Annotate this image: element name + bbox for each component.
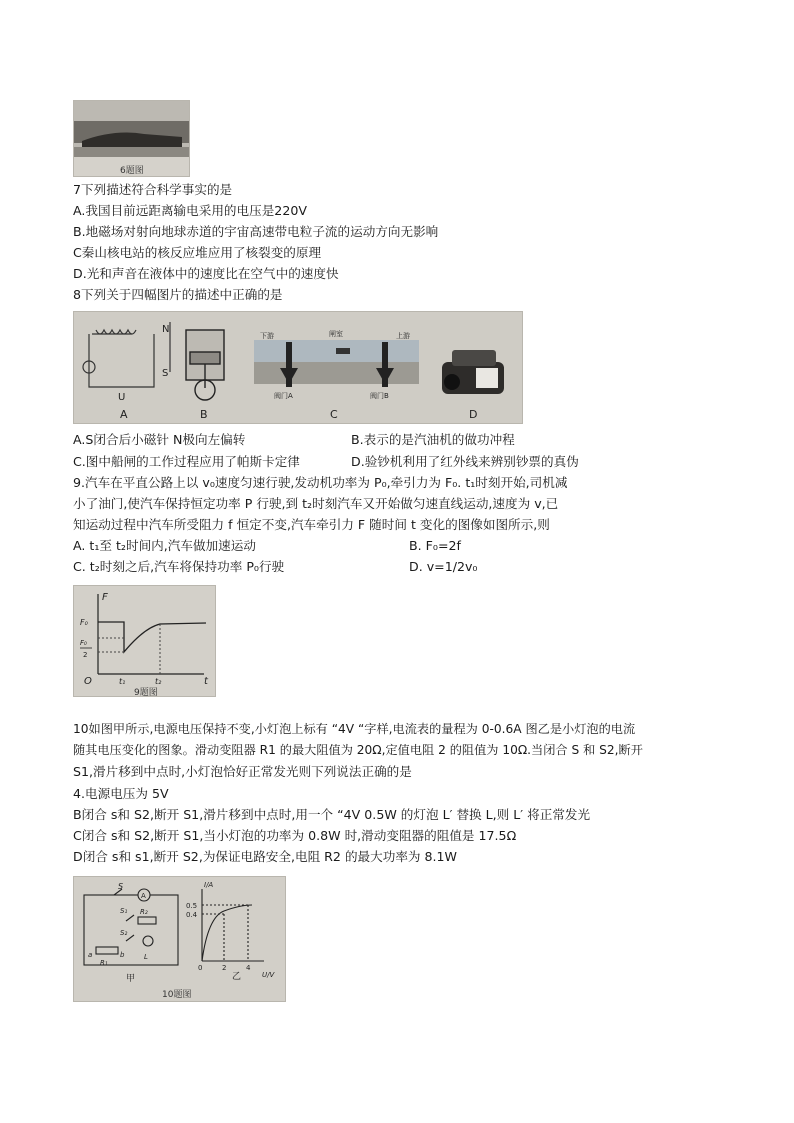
q8-option-b: B.表示的是汽油机的做功冲程 xyxy=(351,432,515,447)
graph9-half-den: 2 xyxy=(83,651,88,659)
fig8-n-label: N xyxy=(162,324,170,335)
fig8-c-label: C xyxy=(330,408,338,421)
iv-curve-graph xyxy=(202,889,264,961)
graph9-origin: O xyxy=(84,676,92,687)
q9-option-c: C. t₂时刻之后,汽车将保持功率 P₀行驶 xyxy=(73,559,285,574)
force-time-graph xyxy=(74,586,215,696)
figure-9-graph xyxy=(73,585,216,697)
ship-lock-icon xyxy=(254,340,419,387)
figure-10-drawing xyxy=(74,877,285,1001)
graph9-y-axis: F xyxy=(102,592,108,603)
fig10-r2: R₂ xyxy=(140,908,148,916)
fig8-u-label: U xyxy=(118,392,126,403)
figure-6-caption: 6题图 xyxy=(120,166,144,176)
q9-option-a: A. t₁至 t₂时间内,汽车做加速运动 xyxy=(73,538,256,553)
fig10-yi: 乙 xyxy=(232,972,242,982)
fig8-gate-b: 阀门B xyxy=(370,392,389,400)
q10-line-1: 10如图甲所示,电源电压保持不变,小灯泡上标有 “4V “字样,电流表的量程为 0-0.6A 图乙是小灯泡的电流 xyxy=(73,722,636,736)
q7-option-c: C秦山核电站的核反应堆应用了核裂变的原理 xyxy=(73,245,322,260)
figure-6-photo xyxy=(73,100,190,177)
fig8-upstream: 上游 xyxy=(396,332,410,340)
fig10-y04: 0.4 xyxy=(186,911,198,919)
fig10-x4: 4 xyxy=(246,964,251,972)
fig10-pb: b xyxy=(120,951,125,959)
fig10-ia: I/A xyxy=(204,881,214,889)
q9-option-b: B. F₀=2f xyxy=(409,538,461,553)
q10-option-d: D闭合 s和 s1,断开 S2,为保证电路安全,电阻 R2 的最大功率为 8.1W xyxy=(73,849,457,864)
figure-10-caption: 10题图 xyxy=(162,990,192,1000)
fig10-s: S xyxy=(118,882,124,891)
q8-option-a: A.S闭合后小磁针 N极向左偏转 xyxy=(73,432,246,447)
fig8-s-label: S xyxy=(162,368,169,379)
fig10-l: L xyxy=(144,953,148,961)
figure-8-drawing xyxy=(74,312,522,423)
fig10-jia: 甲 xyxy=(126,974,136,984)
fig10-s2: S₂ xyxy=(120,929,128,937)
graph9-t1: t₁ xyxy=(119,677,126,686)
q9-line-3: 知运动过程中汽车所受阻力 f 恒定不变,汽车牵引力 F 随时间 t 变化的图像如图所示,则 xyxy=(73,517,550,532)
q7-stem: 7下列描述符合科学事实的是 xyxy=(73,182,233,197)
solenoid-circuit-icon xyxy=(83,322,170,387)
fig8-b-label: B xyxy=(200,408,208,421)
fig10-x0: 0 xyxy=(198,964,203,972)
q8-option-c: C.图中船闸的工作过程应用了帕斯卡定律 xyxy=(73,454,300,469)
q10-option-c: C闭合 s和 S2,断开 S1,当小灯泡的功率为 0.8W 时,滑动变阻器的阻值是 17.5Ω xyxy=(73,828,517,843)
q7-option-d: D.光和声音在液体中的速度比在空气中的速度快 xyxy=(73,266,339,281)
q7-option-a: A.我国目前远距离输电采用的电压是220V xyxy=(73,203,307,218)
graph9-t2: t₂ xyxy=(155,677,162,686)
fig10-uv: U/V xyxy=(262,971,275,979)
q7-option-b: B.地磁场对射向地球赤道的宇宙高速带电粒子流的运动方向无影响 xyxy=(73,224,439,239)
graph9-half-num: F₀ xyxy=(80,639,87,647)
fig8-channel: 闸室 xyxy=(329,330,343,338)
figure-10-panel xyxy=(73,876,286,1002)
figure-9-caption: 9题图 xyxy=(134,688,158,697)
fig10-pa: a xyxy=(88,951,93,959)
graph9-f0-label: F₀ xyxy=(80,618,88,627)
fig10-y05: 0.5 xyxy=(186,902,198,910)
q9-line-1: 9.汽车在平直公路上以 v₀速度匀速行驶,发动机功率为 P₀,牵引力为 F₀. t₁时刻开始,司机减 xyxy=(73,475,568,490)
circuit-diagram-icon xyxy=(84,889,178,965)
fig10-x2: 2 xyxy=(222,964,227,972)
q9-option-d: D. v=1/2v₀ xyxy=(409,559,478,574)
fig8-a-label: A xyxy=(120,408,128,421)
q8-stem: 8下列关于四幅图片的描述中正确的是 xyxy=(73,287,283,302)
q9-line-2: 小了油门,使汽车保持恒定功率 P 行驶,到 t₂时刻汽车又开始做匀速直线运动,速度为 v,已 xyxy=(73,496,559,511)
graph9-x-axis: t xyxy=(204,676,208,687)
q10-option-b: B闭合 s和 S2,断开 S1,滑片移到中点时,用一个 “4V 0.5W 的灯泡 L′ 替换 L,则 L′ 将正常发光 xyxy=(73,807,591,822)
fig8-d-label: D xyxy=(469,408,478,421)
engine-cylinder-icon xyxy=(186,330,224,400)
q10-line-3: S1,滑片移到中点时,小灯泡恰好正常发光则下列说法正确的是 xyxy=(73,764,412,779)
fig8-gate-a: 阀门A xyxy=(274,392,293,400)
fig10-r1: R₁ xyxy=(100,959,108,967)
q8-option-d: D.验钞机利用了红外线来辨别钞票的真伪 xyxy=(351,454,579,469)
fig10-s1: S₁ xyxy=(120,907,128,915)
bill-checker-icon xyxy=(442,350,504,394)
q10-option-a: 4.电源电压为 5V xyxy=(73,786,169,801)
q10-line-2: 随其电压变化的图象。滑动变阻器 R1 的最大阻值为 20Ω,定值电阻 2 的阻值为 10Ω.当闭合 S 和 S2,断开 xyxy=(73,743,643,757)
fig8-downstream: 下游 xyxy=(260,332,274,340)
figure-8-panel xyxy=(73,311,523,424)
fig10-a: A xyxy=(141,892,146,900)
